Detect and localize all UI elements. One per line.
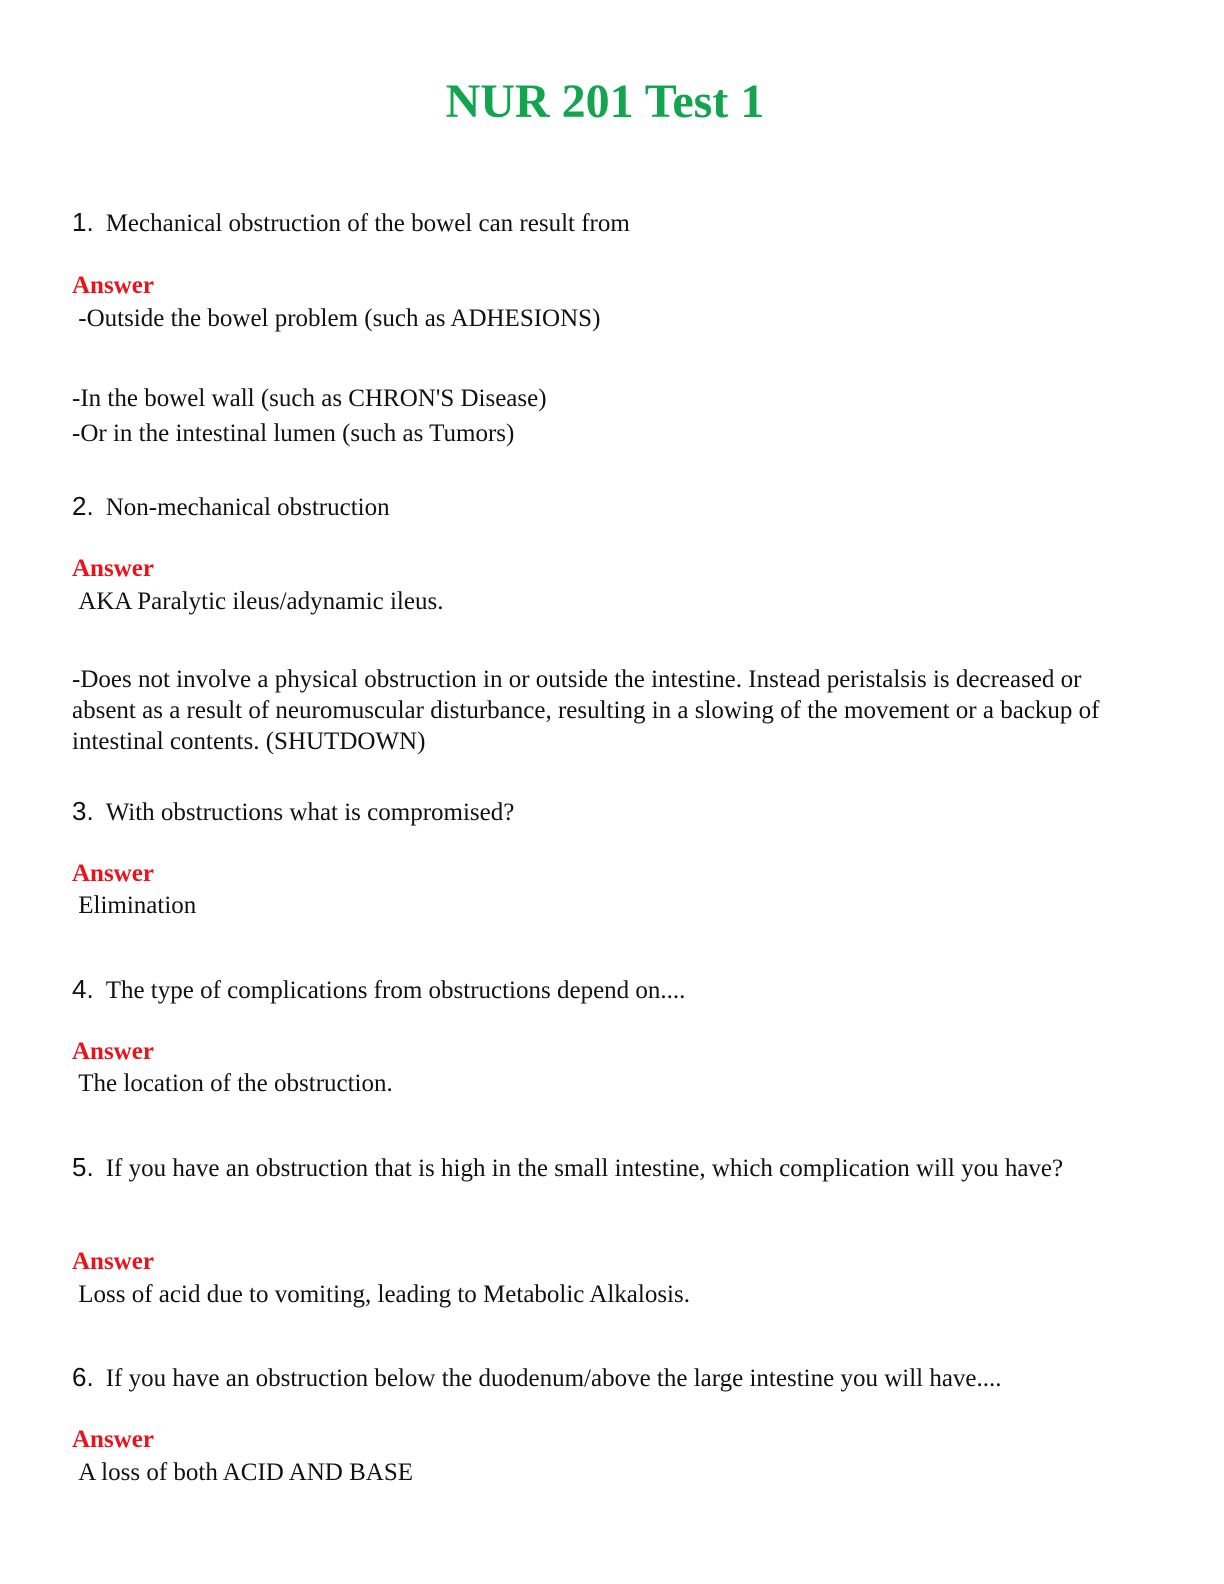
answer-label: Answer (72, 272, 154, 299)
answer-line: -Does not involve a physical obstruction in or outside the intestine. Instead peristalsis is decreased or absent as a result of neuromuscular disturbance, resulting in a slowing of the movement or a backup of intestinal contents. (SHUTDOWN) (72, 666, 1106, 755)
page-title: NUR 201 Test 1 (445, 75, 765, 128)
question-number: 4. (72, 974, 94, 1004)
question-number: 5. (72, 1152, 94, 1182)
answer-line: -In the bowel wall (such as CHRON'S Disease) (72, 385, 547, 412)
question-text: The type of complications from obstructions depend on.... (105, 977, 686, 1004)
question-number: 1. (72, 207, 94, 237)
question-number: 2. (72, 491, 94, 521)
question-2 (72, 490, 1142, 524)
answer-label: Answer (72, 555, 154, 582)
question-number: 3. (72, 796, 94, 826)
question-text: If you have an obstruction that is high in the small intestine, which complication will you have? (105, 1155, 1064, 1182)
answer-line: -Outside the bowel problem (such as ADHESIONS) (72, 305, 601, 332)
question-4 (72, 973, 1142, 1007)
answer-label: Answer (72, 860, 154, 887)
question-text: Mechanical obstruction of the bowel can result from (105, 210, 630, 237)
answer-label: Answer (72, 1248, 154, 1275)
question-3 (72, 795, 1142, 829)
question-text: With obstructions what is compromised? (105, 799, 515, 826)
question-6 (72, 1361, 1142, 1395)
question-text: If you have an obstruction below the duodenum/above the large intestine you will have.... (105, 1365, 1002, 1392)
question-1 (72, 206, 1142, 240)
answer-label: Answer (72, 1038, 154, 1065)
answer-line: AKA Paralytic ileus/adynamic ileus. (72, 588, 444, 615)
answer-line: Elimination (72, 892, 197, 919)
answer-line: -Or in the intestinal lumen (such as Tumors) (72, 420, 515, 447)
answer-line: The location of the obstruction. (72, 1070, 393, 1097)
answer-label: Answer (72, 1426, 154, 1453)
answer-line: Loss of acid due to vomiting, leading to Metabolic Alkalosis. (72, 1281, 690, 1308)
question-5 (72, 1151, 1142, 1185)
question-number: 6. (72, 1362, 94, 1392)
question-text: Non-mechanical obstruction (105, 494, 390, 521)
answer-line: A loss of both ACID AND BASE (72, 1459, 414, 1486)
